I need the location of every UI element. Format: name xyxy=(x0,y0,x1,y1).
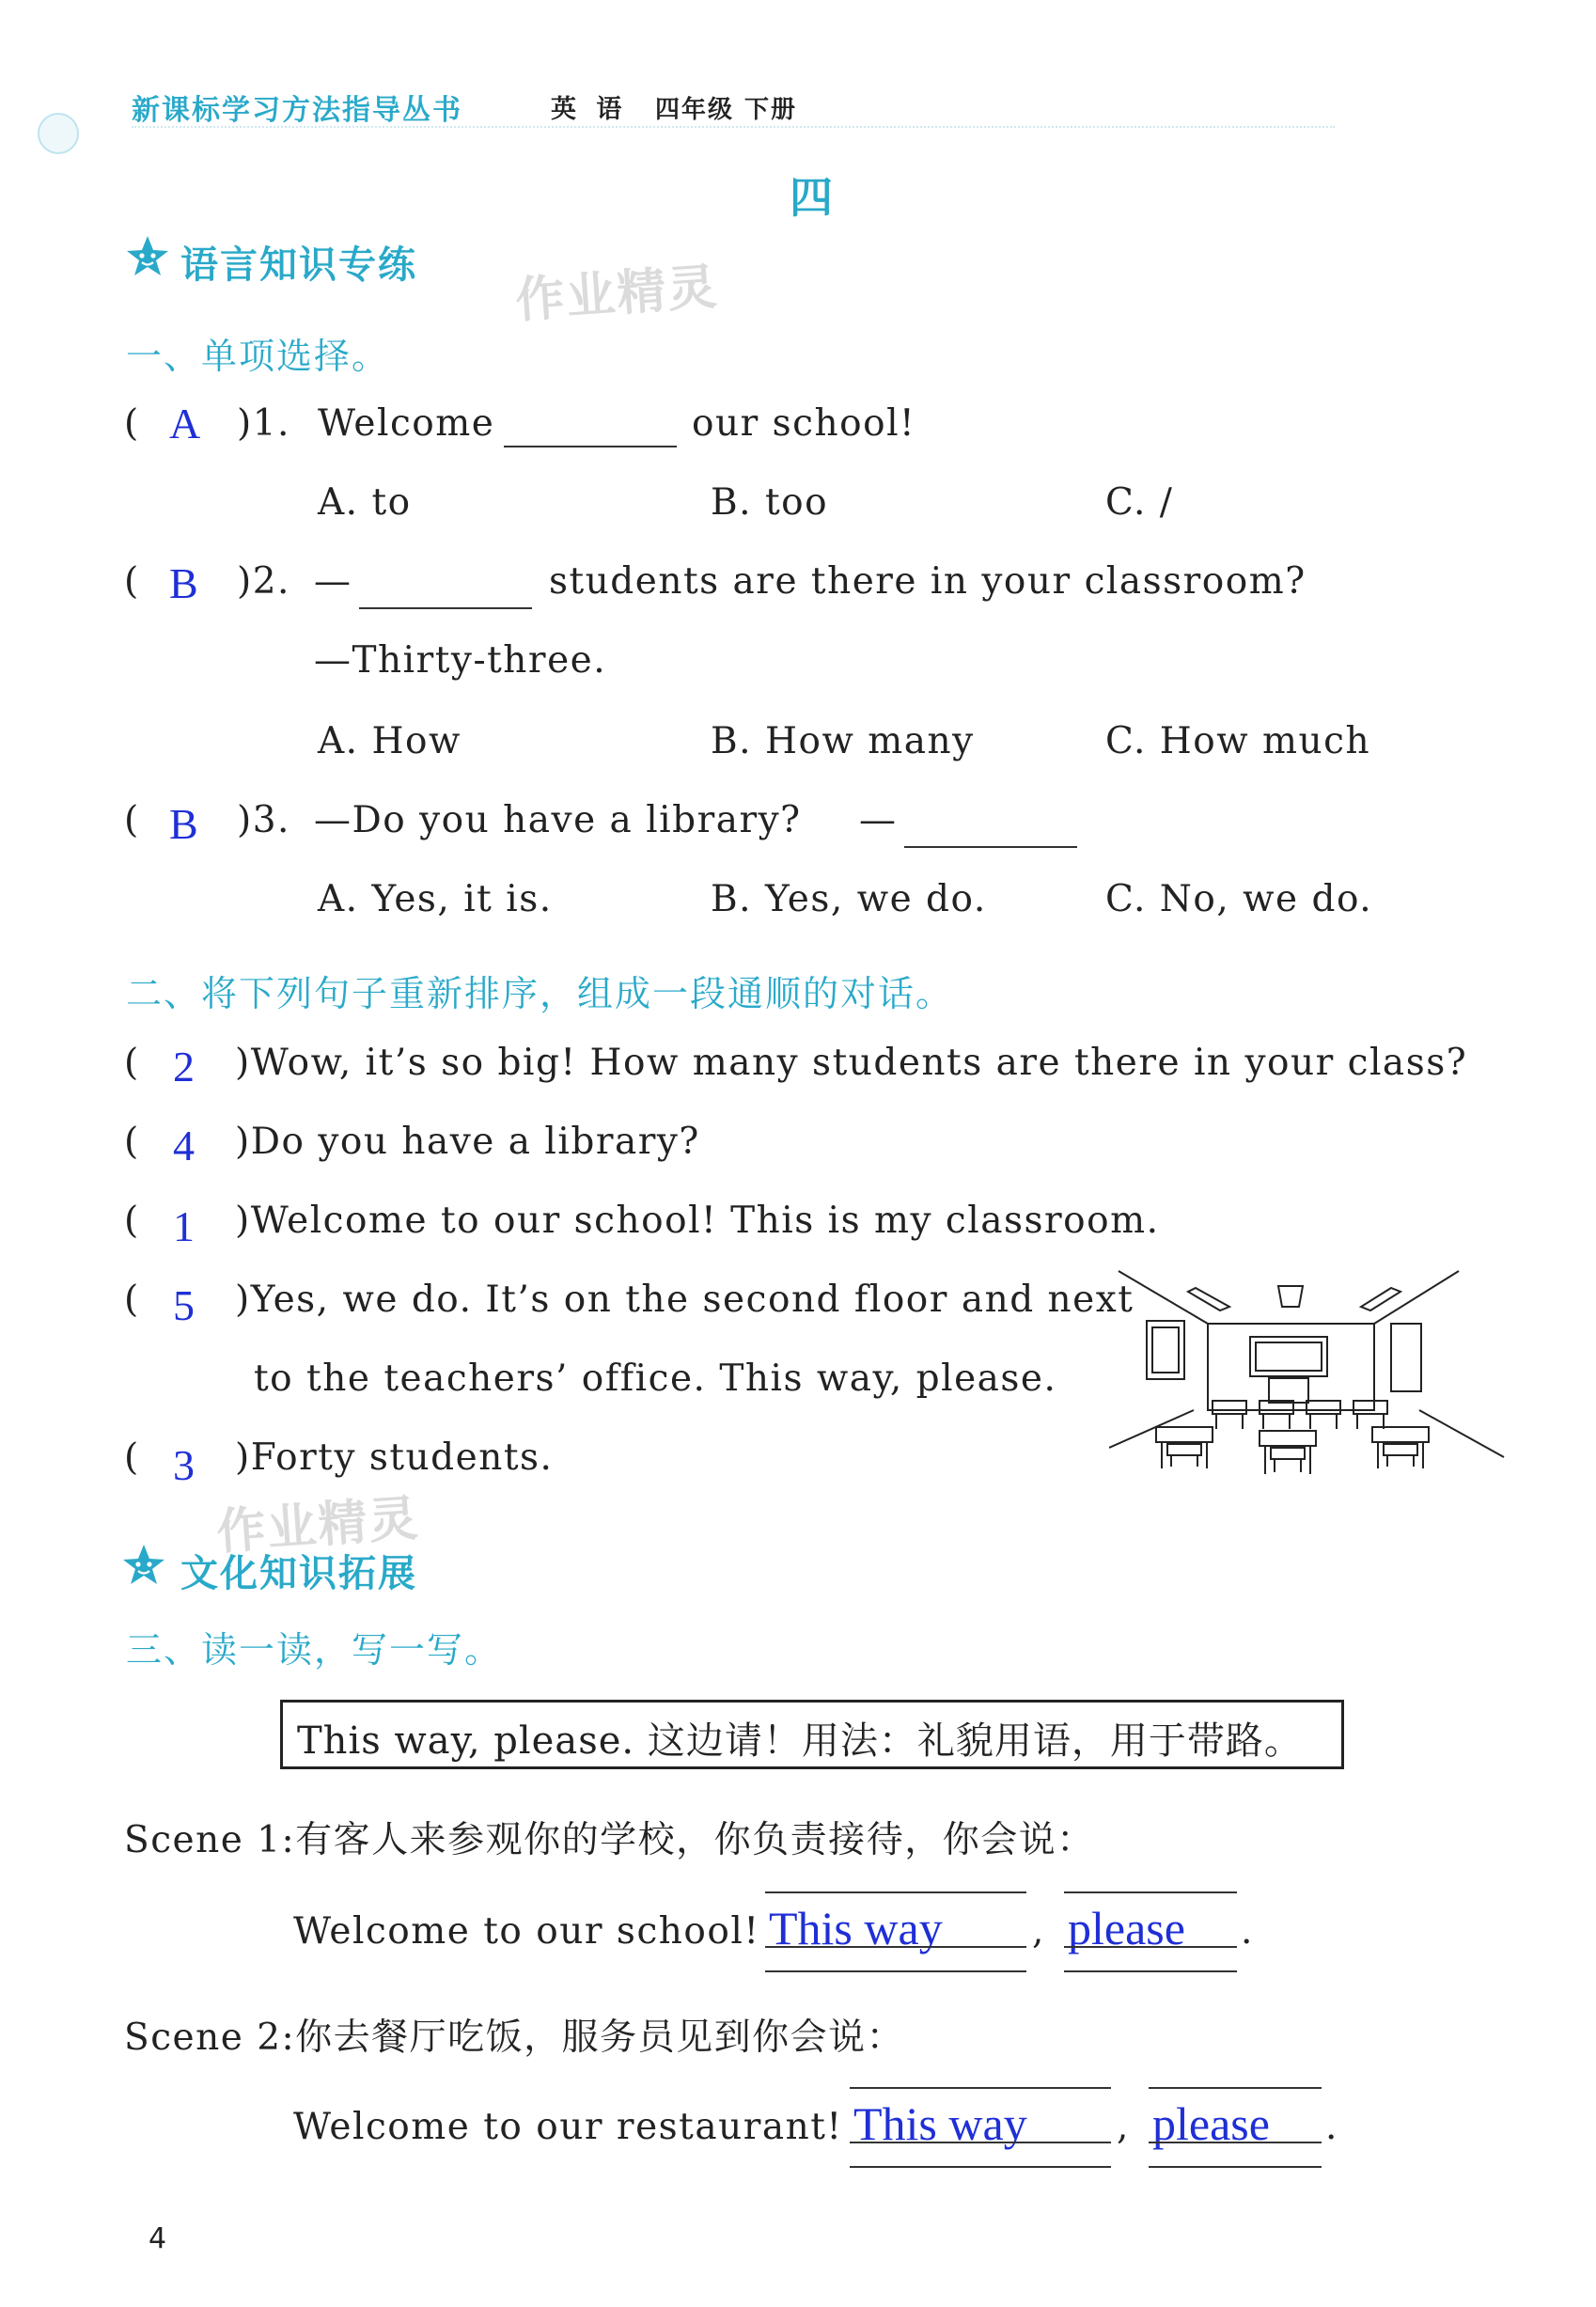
comma: , xyxy=(1117,2106,1130,2148)
q1-option-a: A. to xyxy=(318,481,412,524)
scene2-guide-top xyxy=(850,2087,1111,2089)
dialog-line-5: )Forty students. xyxy=(235,1436,554,1479)
part2-title: 二、将下列句子重新排序，组成一段通顺的对话。 xyxy=(126,973,954,1014)
dialog-line-4: )Yes, we do. It’s on the second floor and next xyxy=(235,1279,1134,1321)
scene1-blank-2 xyxy=(1064,1946,1237,1948)
scene2-guide-top xyxy=(1149,2087,1322,2089)
dialog-line-1: )Wow, it’s so big! How many students are there in your class? xyxy=(235,1042,1468,1084)
q1-number: )1. xyxy=(237,402,290,445)
q1-option-c: C. / xyxy=(1105,481,1174,524)
dialog-line-3: )Welcome to our school! This is my classroom. xyxy=(235,1200,1160,1242)
scene1-guide-top xyxy=(765,1891,1026,1893)
scene2-blank-2 xyxy=(1149,2142,1322,2143)
order-answer-2: 4 xyxy=(173,1122,195,1169)
section-heading-culture: 文化知识拓展 xyxy=(180,1552,417,1595)
paren-open: ( xyxy=(124,1436,139,1479)
q2-option-b: B. How many xyxy=(711,720,975,762)
q3-number: )3. xyxy=(237,799,290,841)
scene2-blank-1 xyxy=(850,2142,1111,2143)
paren-open: ( xyxy=(124,799,139,841)
scene2-label: Scene 2:你去餐厅吃饭，服务员见到你会说： xyxy=(124,2017,905,2059)
header-divider xyxy=(132,126,1335,128)
paren-open: ( xyxy=(124,1042,139,1084)
scene2-guide-bottom xyxy=(1149,2166,1322,2168)
q3-stem-before: —Do you have a library? xyxy=(314,799,802,841)
q2-number: )2. xyxy=(237,560,290,603)
scene1-label: Scene 1:有客人来参观你的学校，你负责接待，你会说： xyxy=(124,1819,1095,1861)
q1-stem-after: our school! xyxy=(692,402,916,445)
q2-stem-after: students are there in your classroom? xyxy=(549,560,1307,603)
comma: , xyxy=(1032,1910,1045,1953)
scene2-prefix: Welcome to our restaurant! xyxy=(293,2106,843,2148)
dialog-line-2: )Do you have a library? xyxy=(235,1121,700,1163)
usage-tip-text: This way, please. 这边请！用法：礼貌用语，用于带路。 xyxy=(297,1719,1303,1763)
scene1-prefix: Welcome to our school! xyxy=(293,1910,760,1953)
q2-answer: B xyxy=(169,559,198,607)
watermark: 作业精灵 xyxy=(214,1490,422,1562)
q1-option-b: B. too xyxy=(711,481,829,524)
watermark: 作业精灵 xyxy=(513,259,721,330)
period: . xyxy=(1325,2106,1338,2148)
scene2-answer-1: This way xyxy=(853,2097,1027,2150)
q1-stem-before: Welcome xyxy=(318,402,495,445)
scene1-guide-bottom xyxy=(765,1970,1026,1972)
paren-open: ( xyxy=(124,1121,139,1163)
paren-open: ( xyxy=(124,560,139,603)
section-heading-language: 语言知识专练 xyxy=(180,243,417,287)
scene1-blank-1 xyxy=(765,1946,1026,1948)
paren-open: ( xyxy=(124,1279,139,1321)
q1-blank xyxy=(504,446,677,447)
paren-open: ( xyxy=(124,1200,139,1242)
scene2-guide-bottom xyxy=(850,2166,1111,2168)
grade-label: 四年级 下册 xyxy=(655,96,798,124)
scene1-guide-bottom xyxy=(1064,1970,1237,1972)
star-icon xyxy=(124,233,171,280)
scene2-answer-2: please xyxy=(1152,2097,1270,2150)
q3-option-a: A. Yes, it is. xyxy=(318,878,553,920)
page-number: 4 xyxy=(149,2222,167,2255)
lesson-number: 四 xyxy=(790,172,833,223)
paren-open: ( xyxy=(124,402,139,445)
order-answer-4: 5 xyxy=(173,1281,195,1329)
q2-option-a: A. How xyxy=(318,720,462,762)
q3-option-c: C. No, we do. xyxy=(1105,878,1373,920)
q2-blank xyxy=(359,607,532,609)
star-icon xyxy=(120,1542,167,1589)
subject-label: 英 语 xyxy=(551,95,628,124)
part3-title: 三、读一读，写一写。 xyxy=(126,1629,503,1671)
q2-reply: —Thirty-three. xyxy=(314,639,607,682)
order-answer-1: 2 xyxy=(173,1043,195,1091)
q3-stem-after: — xyxy=(859,799,898,841)
corner-dot-icon xyxy=(38,113,79,154)
scene1-guide-top xyxy=(1064,1891,1237,1893)
q2-option-c: C. How much xyxy=(1105,720,1371,762)
q3-blank xyxy=(904,846,1077,848)
dialog-line-4-cont: to the teachers’ office. This way, please. xyxy=(254,1358,1057,1400)
scene1-answer-1: This way xyxy=(769,1902,943,1954)
part1-title: 一、单项选择。 xyxy=(126,336,390,377)
q2-stem-before: — xyxy=(314,560,352,603)
series-title: 新课标学习方法指导丛书 xyxy=(132,94,462,127)
period: . xyxy=(1241,1910,1254,1953)
scene1-answer-2: please xyxy=(1068,1902,1185,1954)
order-answer-5: 3 xyxy=(173,1441,195,1489)
order-answer-3: 1 xyxy=(173,1202,195,1250)
classroom-illustration xyxy=(1109,1269,1513,1485)
q1-answer: A xyxy=(169,400,201,447)
q3-option-b: B. Yes, we do. xyxy=(711,878,987,920)
q3-answer: B xyxy=(169,800,198,848)
